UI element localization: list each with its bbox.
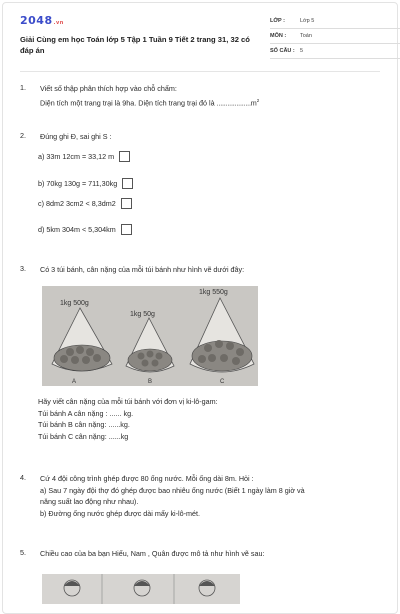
answer-checkbox[interactable] bbox=[122, 178, 133, 189]
q3-ask: Hãy viết cân nặng của mỗi túi bánh với đơn vị ki-lô-gam: bbox=[38, 397, 218, 406]
tf-item: a) 33m 12cm = 33,12 m bbox=[38, 151, 130, 162]
header-divider bbox=[20, 71, 380, 72]
q3-answer-a: Túi bánh A cân nặng : ...... kg. bbox=[38, 408, 134, 418]
q3-answer-b: Túi bánh B cân nặng: ......kg. bbox=[38, 420, 130, 429]
q4-line: Cứ 4 đội công trình ghép được 80 ống nước. Mỗi ống dài 8m. Hỏi : bbox=[40, 474, 254, 483]
bag-a-letter: A bbox=[72, 379, 77, 385]
tf-item: d) 5km 304m < 5,304km bbox=[38, 224, 132, 235]
tf-item: c) 8dm2 3cm2 < 8,3dm2 bbox=[38, 198, 132, 209]
q1-statement: Diện tích một trang trại là 9ha. Diện tích trang trại đó là $...................m^2$ bbox=[40, 97, 260, 107]
meta-subject: MÔN : Toán bbox=[270, 29, 400, 44]
bag-c-letter: C bbox=[220, 379, 225, 385]
q1-instruction: Viết số thập phân thích hợp vào chỗ chấm: bbox=[40, 84, 177, 93]
bag-a-weight: 1kg 500g bbox=[60, 300, 89, 307]
meta-class: LỚP : Lớp 5 bbox=[270, 14, 400, 29]
q2-instruction: Đúng ghi Đ, sai ghi S : bbox=[40, 132, 112, 141]
q5-instruction: Chiều cao của ba bạn Hiếu, Nam , Quân được mô tả như hình vẽ sau: bbox=[40, 549, 265, 558]
bag-c-weight: 1kg 550g bbox=[199, 289, 228, 296]
tf-item: b) 70kg 130g = 711,30kg bbox=[38, 178, 133, 189]
bag-b-letter: B bbox=[148, 379, 153, 385]
site-logo[interactable]: 2048.vn bbox=[20, 14, 64, 27]
page-title: Giải Cùng em học Toán lớp 5 Tập 1 Tuần 9 Tiết 2 trang 31, 32 có đáp án bbox=[20, 35, 250, 55]
q4-line: a) Sau 7 ngày đội thợ đó ghép được bao nhiêu ống nước (Biết 1 ngày làm 8 giờ và bbox=[40, 485, 305, 495]
meta-question-count: SỐ CÂU : 5 bbox=[270, 44, 400, 59]
q3-instruction: Có 3 túi bánh, cân nặng của mỗi túi bánh như hình vẽ dưới đây: bbox=[40, 265, 245, 274]
meta-info bbox=[270, 14, 400, 59]
q4-line: b) Đường ống nước ghép được dài mấy ki-lô-mét. bbox=[40, 508, 201, 518]
answer-checkbox[interactable] bbox=[121, 198, 132, 209]
answer-checkbox[interactable] bbox=[121, 224, 132, 235]
answer-checkbox[interactable] bbox=[119, 151, 130, 162]
q3-answer-c: Túi bánh C cân nặng: ......kg bbox=[38, 431, 129, 441]
cake-bags-image bbox=[42, 286, 258, 386]
q4-line: năng suất lao động như nhau). bbox=[40, 497, 139, 506]
bag-b-weight: 1kg 50g bbox=[130, 311, 155, 318]
document-header bbox=[20, 14, 380, 62]
